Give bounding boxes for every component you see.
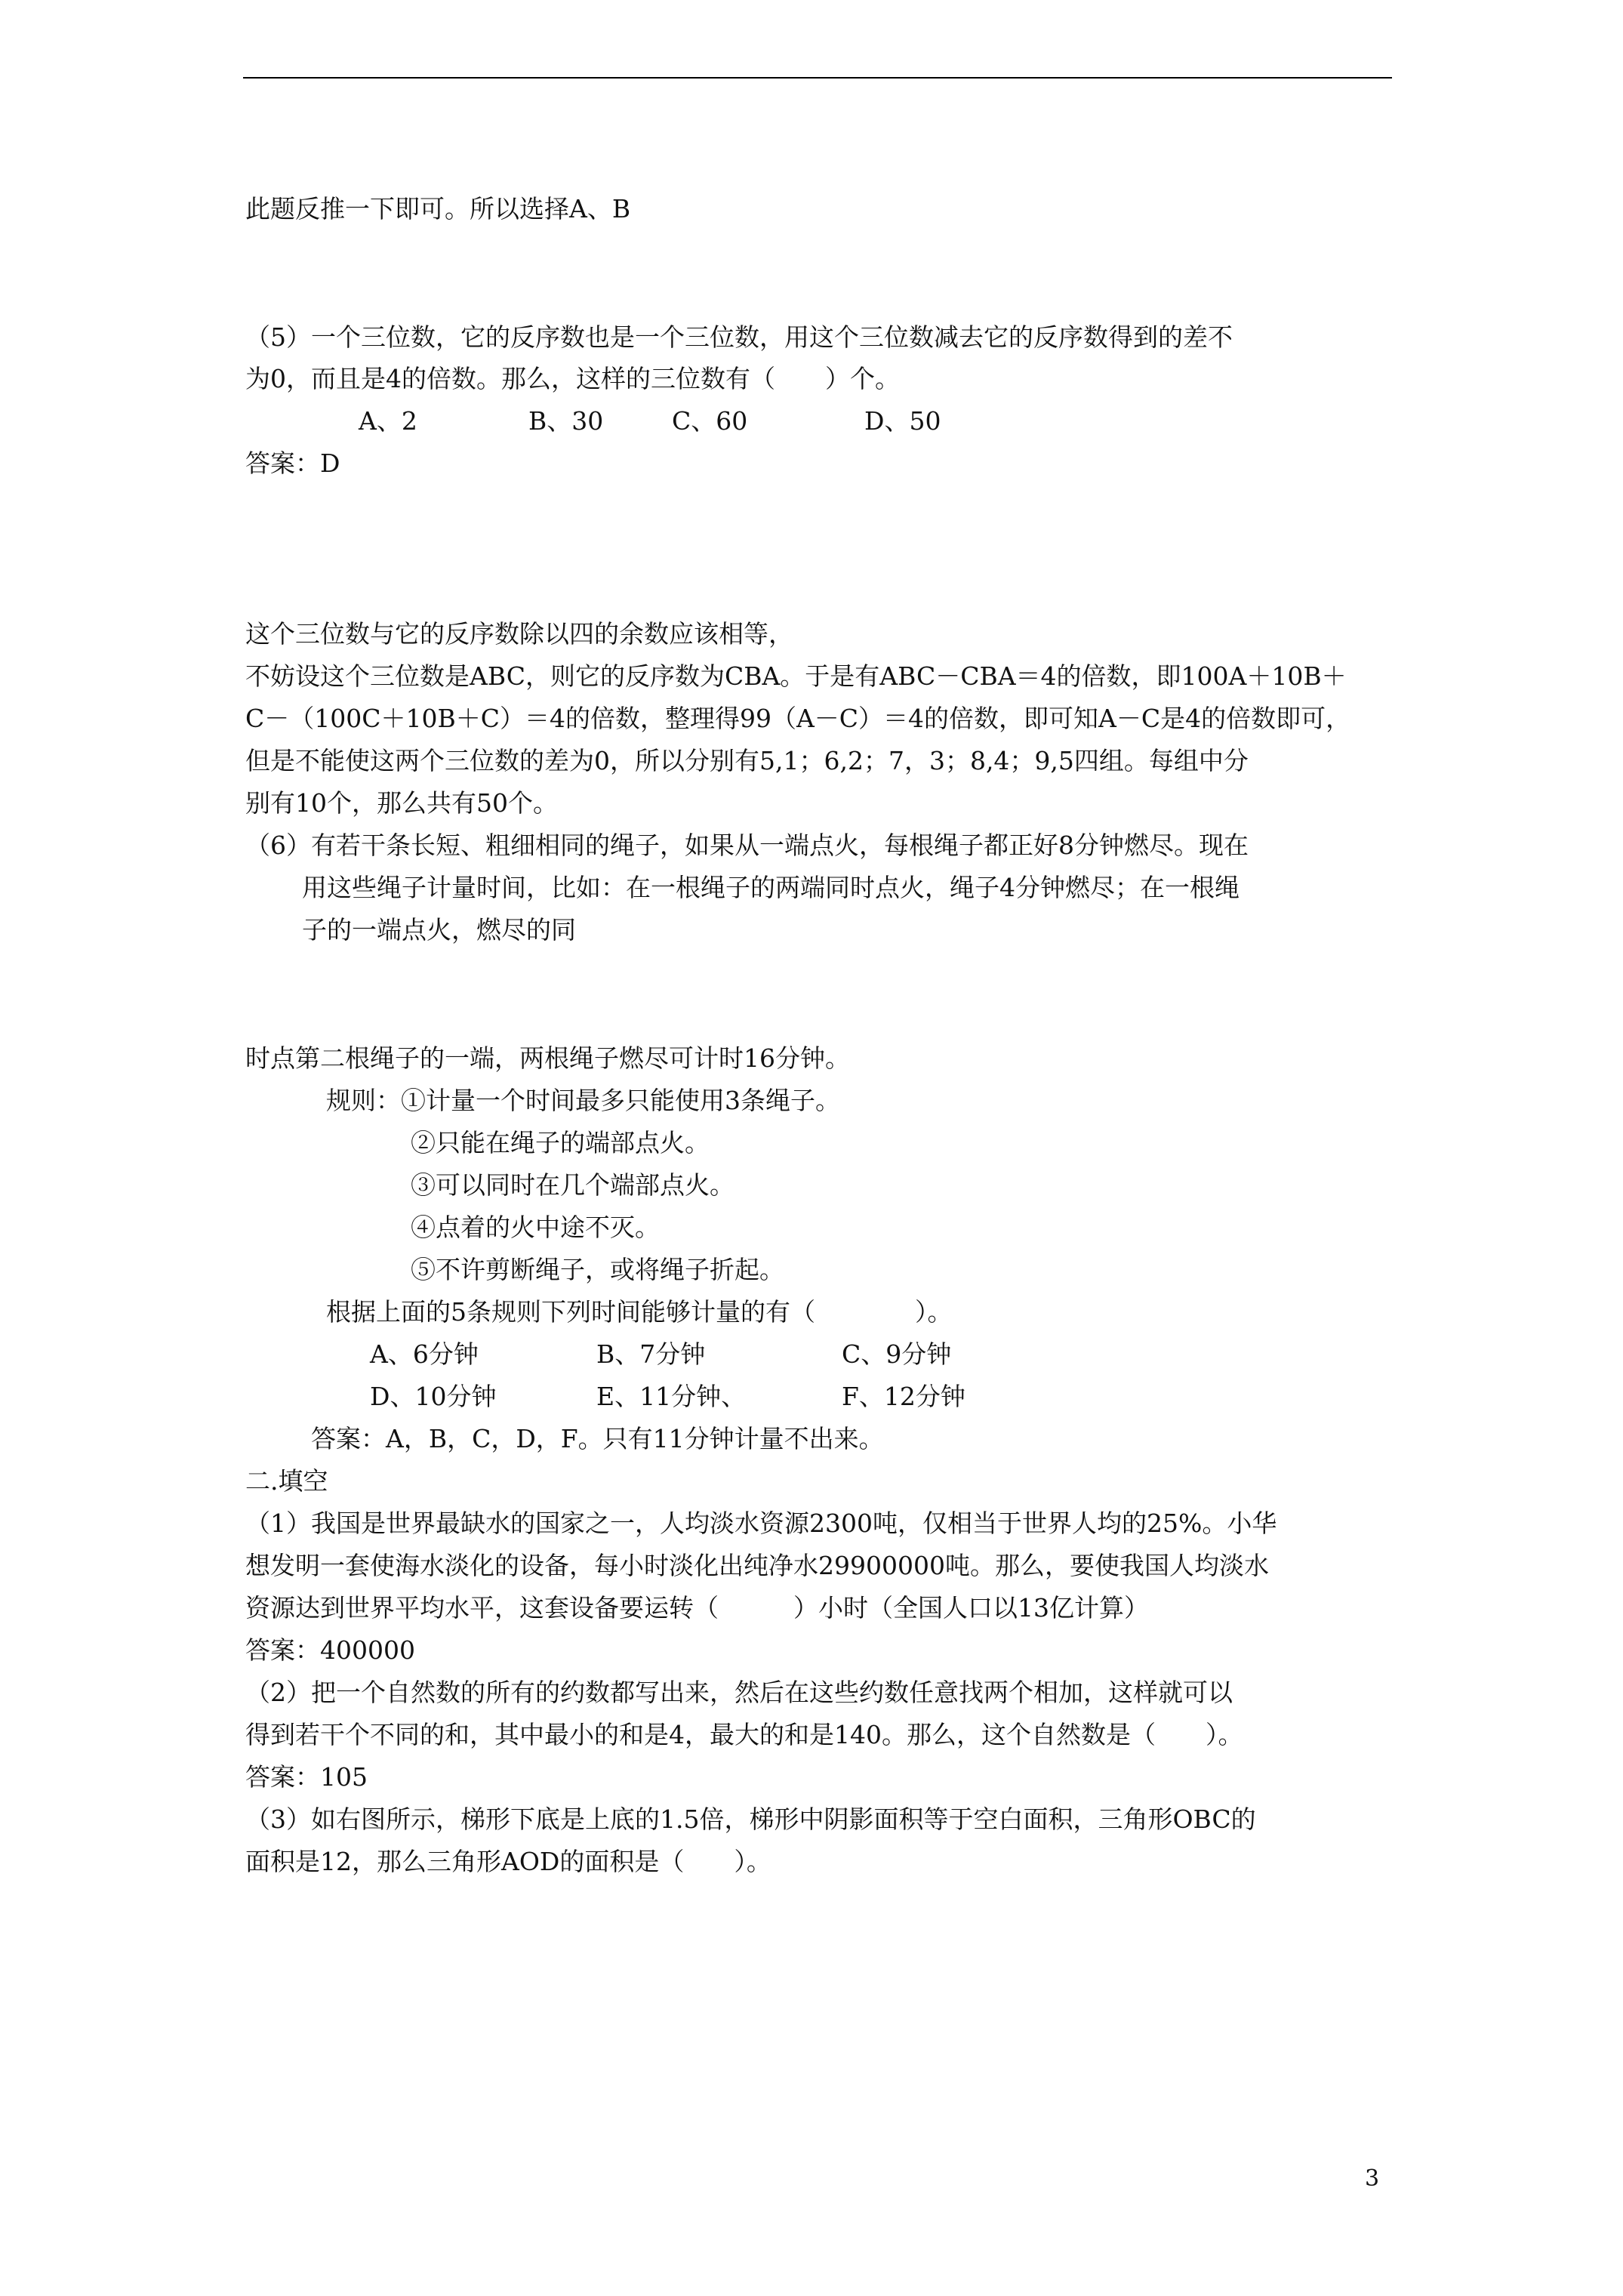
page-number: 3 — [1365, 2165, 1380, 2192]
text-line: 根据上面的5条规则下列时间能够计量的有（ ）。 — [326, 1297, 953, 1327]
text-line: 答案：A，B，C，D，F。只有11分钟计量不出来。 — [311, 1424, 884, 1453]
text-line: 规则：①计量一个时间最多只能使用3条绳子。 — [326, 1086, 840, 1115]
text-line: ③可以同时在几个端部点火。 — [411, 1170, 735, 1200]
answer-option: D、10分钟 — [370, 1382, 497, 1411]
text-line: 不妨设这个三位数是ABC，则它的反序数为CBA。于是有ABC－CBA＝4的倍数，即100A＋10B＋ — [245, 661, 1347, 691]
text-line: 但是不能使这两个三位数的差为0，所以分别有5,1；6,2；7，3；8,4；9,5四组。每组中分 — [245, 746, 1249, 775]
text-line: ④点着的火中途不灭。 — [411, 1213, 660, 1242]
text-line: 答案：D — [245, 448, 340, 478]
text-line: 此题反推一下即可。所以选择A、B — [245, 194, 631, 223]
text-line: （1）我国是世界最缺水的国家之一，人均淡水资源2300吨，仅相当于世界人均的25%。小华 — [245, 1509, 1277, 1538]
answer-option: D、50 — [864, 406, 941, 436]
text-line: 答案：105 — [245, 1762, 368, 1792]
answer-option: A、6分钟 — [370, 1339, 479, 1369]
answer-option: F、12分钟 — [842, 1382, 965, 1411]
text-line: 答案：400000 — [245, 1635, 415, 1665]
text-line: 这个三位数与它的反序数除以四的余数应该相等， — [245, 619, 793, 649]
text-line: （3）如右图所示，梯形下底是上底的1.5倍，梯形中阴影面积等于空白面积，三角形OBC的 — [245, 1804, 1256, 1834]
text-line: 二.填空 — [245, 1466, 328, 1496]
text-line: 资源达到世界平均水平，这套设备要运转（ ）小时（全国人口以13亿计算） — [245, 1593, 1149, 1623]
text-line: 得到若干个不同的和，其中最小的和是4，最大的和是140。那么，这个自然数是（ ）。 — [245, 1720, 1243, 1749]
text-line: 时点第二根绳子的一端，两根绳子燃尽可计时16分钟。 — [245, 1043, 850, 1073]
text-line: 子的一端点火，燃尽的同 — [302, 915, 576, 945]
text-line: ⑤不许剪断绳子，或将绳子折起。 — [411, 1255, 784, 1284]
answer-option: E、11分钟、 — [596, 1382, 747, 1411]
text-line: （5）一个三位数，它的反序数也是一个三位数，用这个三位数减去它的反序数得到的差不 — [245, 322, 1233, 352]
text-line: 为0，而且是4的倍数。那么，这样的三位数有（ ）个。 — [245, 364, 900, 393]
answer-option: C、60 — [672, 406, 748, 436]
answer-option: B、30 — [528, 406, 604, 436]
answer-option: A、2 — [359, 406, 417, 436]
text-line: （2）把一个自然数的所有的约数都写出来，然后在这些约数任意找两个相加，这样就可以 — [245, 1678, 1233, 1707]
text-line: 想发明一套使海水淡化的设备，每小时淡化出纯净水29900000吨。那么，要使我国人均淡水 — [245, 1551, 1269, 1580]
text-line: 面积是12，那么三角形AOD的面积是（ ）。 — [245, 1847, 771, 1876]
text-line: （6）有若干条长短、粗细相同的绳子，如果从一端点火，每根绳子都正好8分钟燃尽。现在 — [245, 831, 1249, 860]
text-line: 别有10个，那么共有50个。 — [245, 788, 558, 818]
answer-option: C、9分钟 — [842, 1339, 952, 1369]
answer-option: B、7分钟 — [596, 1339, 706, 1369]
text-line: ②只能在绳子的端部点火。 — [411, 1128, 710, 1157]
text-line: 用这些绳子计量时间，比如：在一根绳子的两端同时点火，绳子4分钟燃尽；在一根绳 — [302, 873, 1240, 902]
header-rule — [243, 77, 1392, 79]
text-line: C－（100C＋10B＋C）＝4的倍数，整理得99（A－C）＝4的倍数，即可知A－C是4的倍数即可， — [245, 704, 1351, 733]
